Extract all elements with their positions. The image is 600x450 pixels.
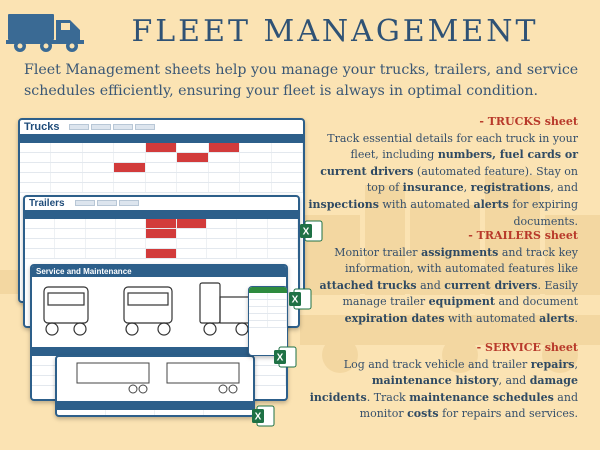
trailer-sheet-preview-2 [55, 355, 255, 417]
text: with automated [378, 197, 474, 211]
excel-icon [273, 345, 297, 369]
text: Log and track vehicle and trailer [343, 357, 531, 371]
text: with automated [444, 311, 540, 325]
text: alerts [473, 197, 509, 211]
trucks-sheet-title: Trucks [24, 121, 60, 133]
trucks-heading: - TRUCKS sheet [479, 115, 578, 128]
text: Monitor trailer [334, 245, 422, 259]
text: , [463, 181, 471, 195]
text: and document [494, 295, 578, 309]
text: for expiring documents. [508, 197, 578, 228]
text: current drivers [444, 278, 538, 292]
text: inspections [308, 197, 379, 211]
text: Track essential details for each truck in your fleet, including [327, 131, 578, 162]
text: repairs [530, 357, 575, 371]
text: registrations [470, 181, 551, 195]
trailers-heading: - TRAILERS sheet [468, 229, 578, 242]
text: assignments [421, 245, 499, 259]
trailer-illustrations [57, 357, 253, 397]
text: maintenance schedules [409, 390, 554, 404]
trailers-sheet-title: Trailers [29, 198, 65, 209]
text: and [416, 278, 445, 292]
svg-text:X: X [254, 411, 262, 423]
text: numbers, fuel cards or current drivers [320, 148, 578, 178]
service-heading: - SERVICE sheet [476, 341, 578, 354]
text: insurance [402, 181, 464, 195]
excel-icon [251, 404, 275, 428]
service-description [308, 340, 578, 423]
text: , and [498, 374, 530, 388]
text: . [574, 311, 578, 325]
text: maintenance history [371, 374, 499, 388]
svg-text:X: X [291, 294, 299, 306]
trailers-description [308, 228, 578, 328]
text: . Track [366, 390, 410, 404]
text: costs [407, 407, 439, 421]
text: . Easily manage trailer [342, 278, 578, 309]
text: for repairs and services. [438, 407, 578, 421]
text: equipment [428, 295, 495, 309]
trucks-description [308, 114, 578, 230]
text: and monitor [359, 390, 578, 421]
page-title: FLEET MANAGEMENT [131, 14, 539, 49]
text: , and [550, 181, 578, 195]
text: alerts [539, 311, 575, 325]
text: expiration dates [344, 311, 445, 325]
text: and track key information, with automated features like [344, 245, 578, 276]
svg-text:X: X [302, 226, 310, 238]
text: (automated feature). Stay on top of [366, 164, 578, 195]
text: damage incidents [309, 374, 578, 404]
intro-paragraph: Fleet Management sheets help you manage your trucks, trailers, and service schedules efficiently, ensuring your fleet is always in optimal condition. [24, 62, 579, 99]
service-sheet-title: Service and Maintenance [36, 267, 132, 276]
svg-text:X: X [276, 352, 284, 364]
text: attached trucks [319, 278, 417, 292]
text: , [574, 357, 578, 371]
